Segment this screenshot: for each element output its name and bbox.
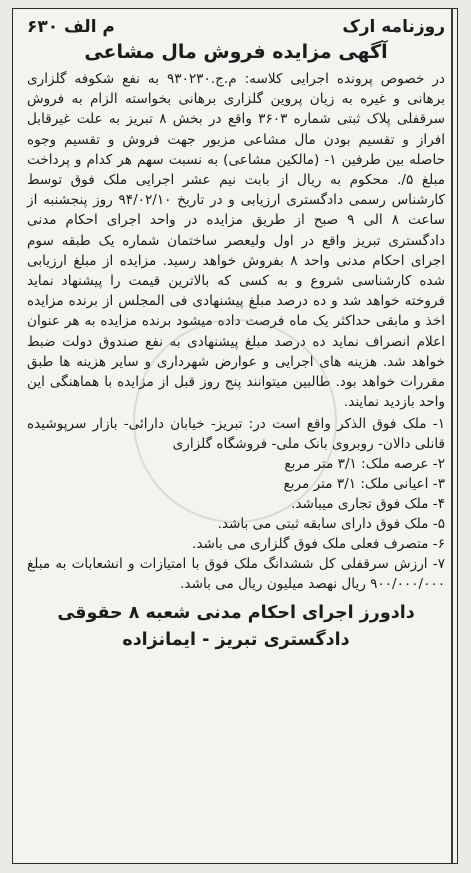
ad-clipping xyxy=(12,8,458,864)
detail-item: ۴- ملک فوق تجاری میباشد. xyxy=(291,496,445,513)
signature-block xyxy=(27,600,445,654)
detail-item: ۳- اعیانی ملک: ۳/۱ متر مربع xyxy=(283,476,445,493)
detail-item: ۶- متصرف فعلی ملک فوق گلزاری می باشد. xyxy=(192,536,445,553)
clipping-header xyxy=(27,15,445,39)
ad-body xyxy=(27,69,445,412)
signature-line-2: دادگستری تبریز - ایمانزاده xyxy=(122,630,350,651)
detail-item: ۱- ملک فوق الذکر واقع است در: تبریز- خیابان دارائی- بازار سرپوشیده قانلی دالان- روبروی بانک ملی- فروشگاه گلزاری xyxy=(27,416,445,453)
newspaper-name: روزنامه ارک xyxy=(342,17,445,37)
detail-item: ۵- ملک فوق دارای سابقه ثبتی می باشد. xyxy=(217,516,445,533)
ad-body-text: در خصوص پرونده اجرایی کلاسه: م.ج.۹۳۰۲۳۰ به نفع شکوفه گلزاری برهانی و غیره به زیان پروین گلزاری برهانی بخواسته الزام به فروش سرقفلی پلاک ثبتی شماره ۳۶۰۳ واقع در بخش ۸ تبریز به علت غیرقابل افراز و تقسیم بودن مال مشاعی مزبور جهت فروش و تقسیم وجوه حاصله بین طرفین ۱- (مالکین مشاعی) به نسبت سهم هر کدام و پرداخت مبلغ ۵/. محکوم به ریال از بابت نیم عشر اجرایی ملک فوق توسط کارشناس رسمی دادگستری ارزیابی و در تاریخ ۹۴/۰۲/۱۰ روز پنجشنبه از ساعت ۸ الی ۹ صبح از طریق مزایده در واحد اجرای احکام مدنی دادگستری تبریز واقع در اول ولیعصر ساختمان شماره یک طبقه سوم اجرای احکام مدنی واحد ۸ بفروش خواهد رسید. مزایده از مبلغ ارزیابی شده کارشناسی شروع و به کسی که بالاترین قیمت را پیشنهاد نماید فروخته خواهد شد و ده درصد مبلغ پیشنهادی فی المجلس از برنده مزایده اخذ و مابقی حداکثر یک ماه فرصت داده میشود برنده مزایده به هر عنوان اعلام انصراف نماید ده درصد مبلغ پیشنهادی به نفع صندوق دولت ضبط خواهد شد. هزینه های اجرایی و عوارض شهرداری و سایر هزینه ها طبق مقررات خواهد بود. طالبین میتوانند پنج روز قبل از مزایده با هماهنگی این واحد بازدید نمایند. xyxy=(27,71,446,411)
ad-code: م الف ۶۳۰ xyxy=(27,17,115,37)
signature-line-1: دادورز اجرای احکام مدنی شعبه ۸ حقوقی xyxy=(57,603,415,624)
property-details xyxy=(27,414,445,594)
ad-title: آگهی مزایده فروش مال مشاعی xyxy=(84,41,388,63)
detail-item: ۲- عرصه ملک: ۳/۱ متر مربع xyxy=(284,456,445,473)
detail-item: ۷- ارزش سرقفلی کل ششدانگ ملک فوق با امتیازات و انشعابات به مبلغ ۹۰۰/۰۰۰/۰۰۰ ریال نهصد میلیون ریال می باشد. xyxy=(27,556,445,593)
